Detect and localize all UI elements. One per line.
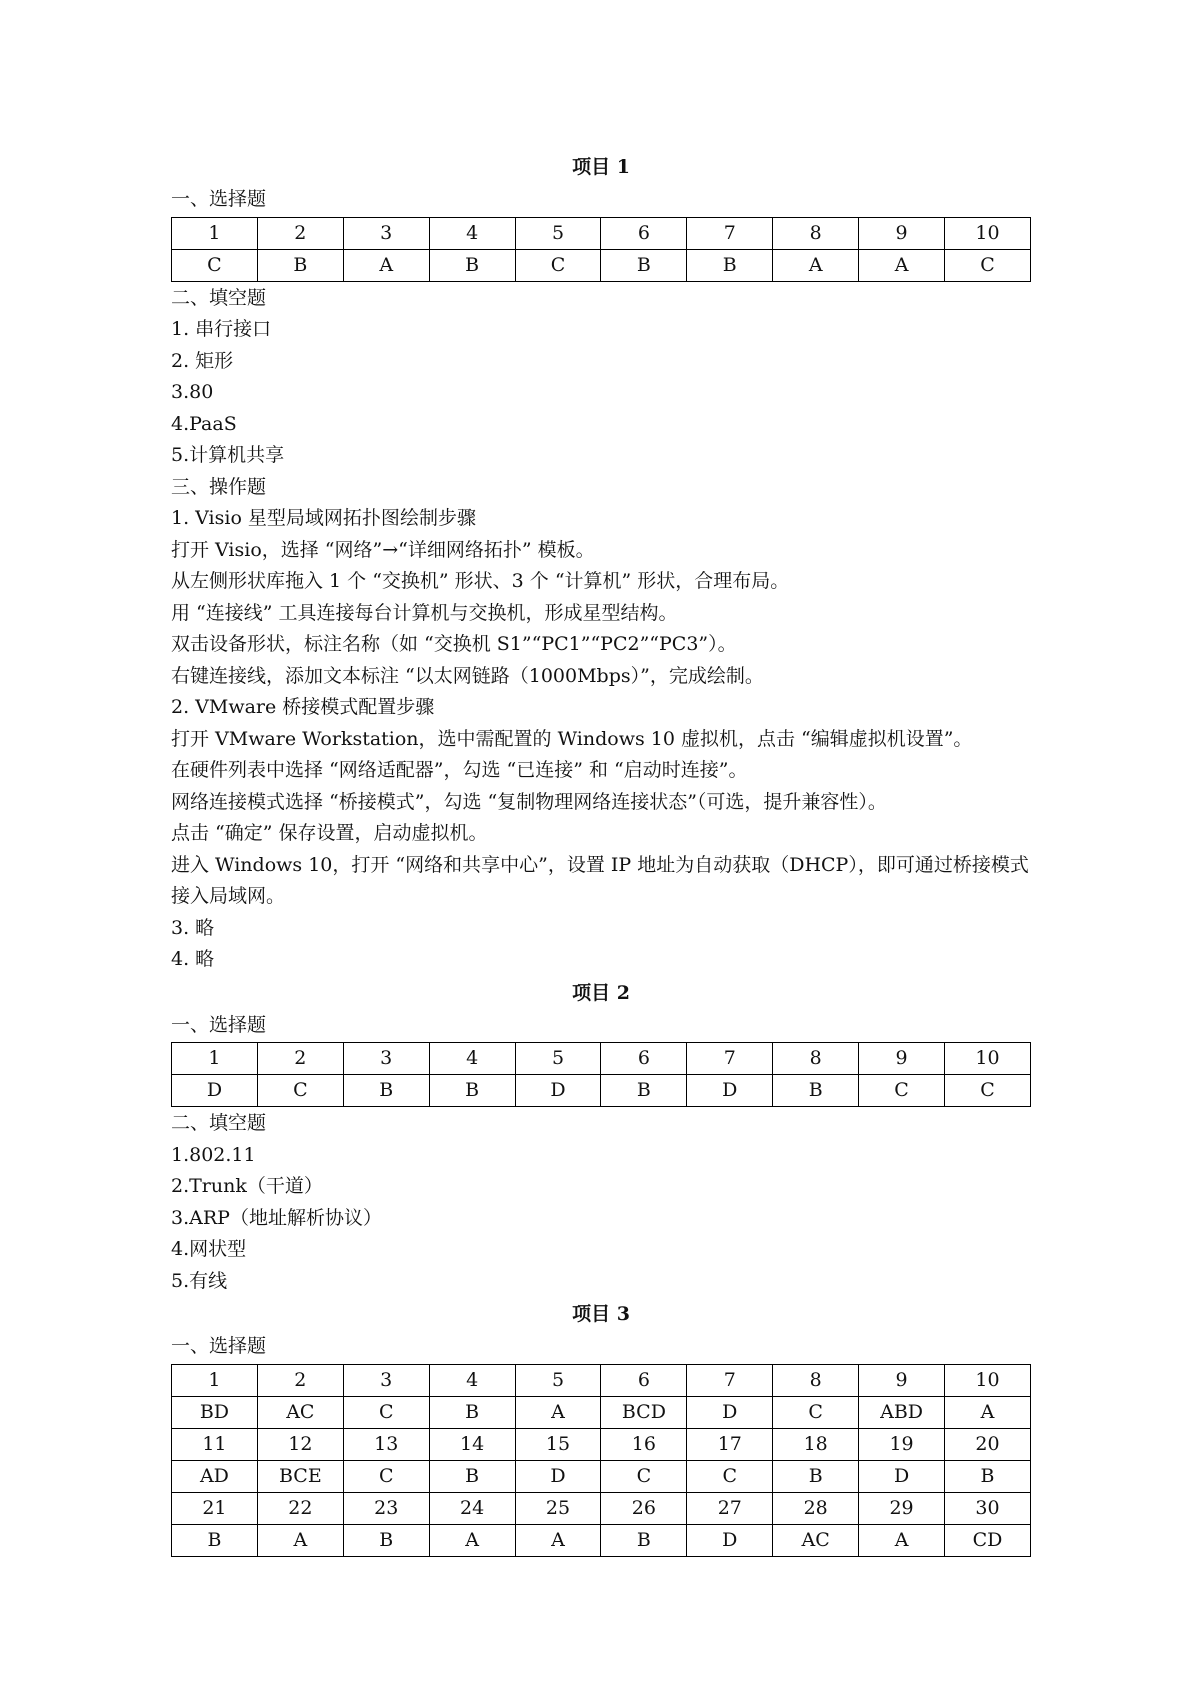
answer-row	[172, 1460, 1031, 1492]
answer-cell: A	[343, 249, 429, 281]
question-number-cell: 28	[773, 1492, 859, 1524]
section-choice-heading: 一、选择题	[171, 188, 267, 210]
question-number-cell: 17	[687, 1428, 773, 1460]
fill-answer: 2. 矩形	[171, 349, 234, 372]
answer-cell: B	[429, 1075, 515, 1107]
answer-cell: B	[601, 249, 687, 281]
question-number-cell: 19	[859, 1428, 945, 1460]
question-number-row	[172, 1364, 1031, 1396]
question-number-row	[172, 1492, 1031, 1524]
operation-answers	[171, 503, 1031, 976]
question-number-cell: 29	[859, 1492, 945, 1524]
question-number-cell: 30	[945, 1492, 1031, 1524]
question-number-cell: 7	[687, 1043, 773, 1075]
operation-line: 打开 Visio，选择 “网络”→“详细网络拓扑” 模板。	[171, 538, 595, 561]
question-number-cell: 22	[257, 1492, 343, 1524]
answer-cell: D	[859, 1460, 945, 1492]
section-choice-heading: 一、选择题	[171, 1013, 267, 1036]
question-number-cell: 11	[172, 1428, 258, 1460]
answer-cell: A	[773, 249, 859, 281]
question-number-cell: 26	[601, 1492, 687, 1524]
fill-answer: 4.PaaS	[171, 412, 237, 435]
answer-cell: D	[687, 1396, 773, 1428]
operation-line: 右键连接线，添加文本标注 “以太网链路（1000Mbps）”，完成绘制。	[171, 664, 764, 687]
question-number-cell: 6	[601, 1364, 687, 1396]
answer-cell: BCE	[257, 1460, 343, 1492]
question-number-cell: 27	[687, 1492, 773, 1524]
question-number-cell: 9	[859, 217, 945, 249]
answer-cell: A	[515, 1524, 601, 1556]
fill-answer: 4.网状型	[171, 1238, 247, 1260]
fill-answer: 5.有线	[171, 1269, 228, 1292]
question-number-cell: 1	[172, 1364, 258, 1396]
answer-cell: A	[859, 249, 945, 281]
project-3-title: 项目 3	[572, 1303, 630, 1325]
answer-cell: B	[257, 249, 343, 281]
question-number-cell: 2	[257, 217, 343, 249]
question-number-cell: 2	[257, 1043, 343, 1075]
question-number-cell: 7	[687, 217, 773, 249]
question-number-cell: 20	[945, 1428, 1031, 1460]
question-number-cell: 10	[945, 217, 1031, 249]
answer-cell: C	[945, 249, 1031, 281]
fill-answer: 3.80	[171, 381, 214, 403]
fill-answers	[171, 314, 1031, 472]
answer-cell: B	[429, 1396, 515, 1428]
operation-line: 网络连接模式选择 “桥接模式”，勾选 “复制物理网络连接状态”（可选，提升兼容性）。	[171, 790, 887, 813]
question-number-cell: 6	[601, 1043, 687, 1075]
question-number-cell: 13	[343, 1428, 429, 1460]
answer-cell: D	[687, 1524, 773, 1556]
question-number-cell: 14	[429, 1428, 515, 1460]
question-number-cell: 10	[945, 1043, 1031, 1075]
answer-cell: AD	[172, 1460, 258, 1492]
answer-cell: D	[687, 1075, 773, 1107]
answer-cell: AC	[773, 1524, 859, 1556]
answer-key	[171, 150, 1031, 1558]
question-number-cell: 6	[601, 217, 687, 249]
answer-cell: C	[343, 1396, 429, 1428]
answer-cell: D	[515, 1075, 601, 1107]
question-number-cell: 5	[515, 217, 601, 249]
answer-cell: B	[601, 1524, 687, 1556]
fill-answers	[171, 1140, 1031, 1298]
answer-cell: B	[601, 1075, 687, 1107]
question-number-cell: 5	[515, 1364, 601, 1396]
answer-cell: A	[945, 1396, 1031, 1428]
operation-line: 打开 VMware Workstation，选中需配置的 Windows 10 虚拟机，点击 “编辑虚拟机设置”。	[171, 727, 973, 750]
answer-cell: ABD	[859, 1396, 945, 1428]
question-number-row	[172, 217, 1031, 249]
fill-answer: 2.Trunk（干道）	[171, 1175, 323, 1197]
answer-row	[172, 249, 1031, 281]
answer-cell: A	[859, 1524, 945, 1556]
question-number-cell: 21	[172, 1492, 258, 1524]
question-number-cell: 2	[257, 1364, 343, 1396]
question-number-cell: 8	[773, 217, 859, 249]
operation-line: 进入 Windows 10，打开 “网络和共享中心”，设置 IP 地址为自动获取（DHCP），即可通过桥接模式接入局域网。	[171, 853, 1029, 907]
question-number-cell: 3	[343, 1043, 429, 1075]
answer-cell: BD	[172, 1396, 258, 1428]
answer-cell: AC	[257, 1396, 343, 1428]
answer-cell: B	[429, 249, 515, 281]
question-number-cell: 12	[257, 1428, 343, 1460]
answer-cell: A	[515, 1396, 601, 1428]
project-1-title: 项目 1	[572, 156, 630, 178]
choice-answer-table	[171, 217, 1031, 282]
operation-line: 1. Visio 星型局域网拓扑图绘制步骤	[171, 507, 476, 529]
operation-line: 4. 略	[171, 948, 215, 970]
question-number-cell: 16	[601, 1428, 687, 1460]
question-number-cell: 9	[859, 1364, 945, 1396]
question-number-cell: 25	[515, 1492, 601, 1524]
answer-cell: B	[773, 1460, 859, 1492]
choice-answer-table	[171, 1042, 1031, 1107]
question-number-cell: 5	[515, 1043, 601, 1075]
operation-line: 在硬件列表中选择 “网络适配器”，勾选 “已连接” 和 “启动时连接”。	[171, 759, 748, 781]
answer-cell: B	[773, 1075, 859, 1107]
answer-cell: D	[515, 1460, 601, 1492]
question-number-cell: 23	[343, 1492, 429, 1524]
fill-answer: 5.计算机共享	[171, 444, 285, 466]
answer-cell: C	[343, 1460, 429, 1492]
operation-line: 双击设备形状，标注名称（如 “交换机 S1”“PC1”“PC2”“PC3”）。	[171, 633, 737, 655]
answer-cell: B	[945, 1460, 1031, 1492]
answer-cell: A	[257, 1524, 343, 1556]
question-number-cell: 1	[172, 217, 258, 249]
operation-line: 2. VMware 桥接模式配置步骤	[171, 696, 435, 718]
operation-line: 3. 略	[171, 916, 215, 939]
answer-row	[172, 1075, 1031, 1107]
answer-cell: C	[257, 1075, 343, 1107]
answer-cell: B	[343, 1075, 429, 1107]
operation-line: 点击 “确定” 保存设置，启动虚拟机。	[171, 822, 488, 844]
question-number-cell: 1	[172, 1043, 258, 1075]
answer-cell: B	[429, 1460, 515, 1492]
answer-cell: D	[172, 1075, 258, 1107]
fill-answer: 1. 串行接口	[171, 318, 272, 340]
operation-line: 用 “连接线” 工具连接每台计算机与交换机，形成星型结构。	[171, 601, 678, 624]
question-number-cell: 8	[773, 1364, 859, 1396]
question-number-cell: 4	[429, 217, 515, 249]
answer-cell: C	[172, 249, 258, 281]
answer-cell: BCD	[601, 1396, 687, 1428]
question-number-cell: 7	[687, 1364, 773, 1396]
answer-row	[172, 1524, 1031, 1556]
answer-row	[172, 1396, 1031, 1428]
answer-cell: B	[172, 1524, 258, 1556]
project-2-title: 项目 2	[572, 981, 630, 1004]
answer-cell: CD	[945, 1524, 1031, 1556]
question-number-cell: 24	[429, 1492, 515, 1524]
fill-answer: 3.ARP（地址解析协议）	[171, 1206, 382, 1229]
answer-cell: A	[429, 1524, 515, 1556]
section-choice-heading: 一、选择题	[171, 1335, 267, 1357]
question-number-cell: 9	[859, 1043, 945, 1075]
choice-answer-table	[171, 1364, 1031, 1557]
section-fill-heading: 二、填空题	[171, 1112, 267, 1134]
question-number-row	[172, 1043, 1031, 1075]
fill-answer: 1.802.11	[171, 1143, 256, 1166]
question-number-cell: 4	[429, 1364, 515, 1396]
answer-cell: B	[343, 1524, 429, 1556]
question-number-cell: 15	[515, 1428, 601, 1460]
question-number-cell: 4	[429, 1043, 515, 1075]
answer-cell: C	[859, 1075, 945, 1107]
question-number-cell: 10	[945, 1364, 1031, 1396]
section-operation-heading: 三、操作题	[171, 475, 267, 498]
section-fill-heading: 二、填空题	[171, 286, 267, 309]
operation-line: 从左侧形状库拖入 1 个 “交换机” 形状、3 个 “计算机” 形状，合理布局。	[171, 570, 790, 592]
answer-cell: B	[687, 249, 773, 281]
question-number-cell: 3	[343, 217, 429, 249]
question-number-cell: 3	[343, 1364, 429, 1396]
answer-cell: C	[773, 1396, 859, 1428]
answer-cell: C	[945, 1075, 1031, 1107]
answer-cell: C	[601, 1460, 687, 1492]
answer-cell: C	[515, 249, 601, 281]
question-number-cell: 8	[773, 1043, 859, 1075]
answer-cell: C	[687, 1460, 773, 1492]
question-number-row	[172, 1428, 1031, 1460]
question-number-cell: 18	[773, 1428, 859, 1460]
